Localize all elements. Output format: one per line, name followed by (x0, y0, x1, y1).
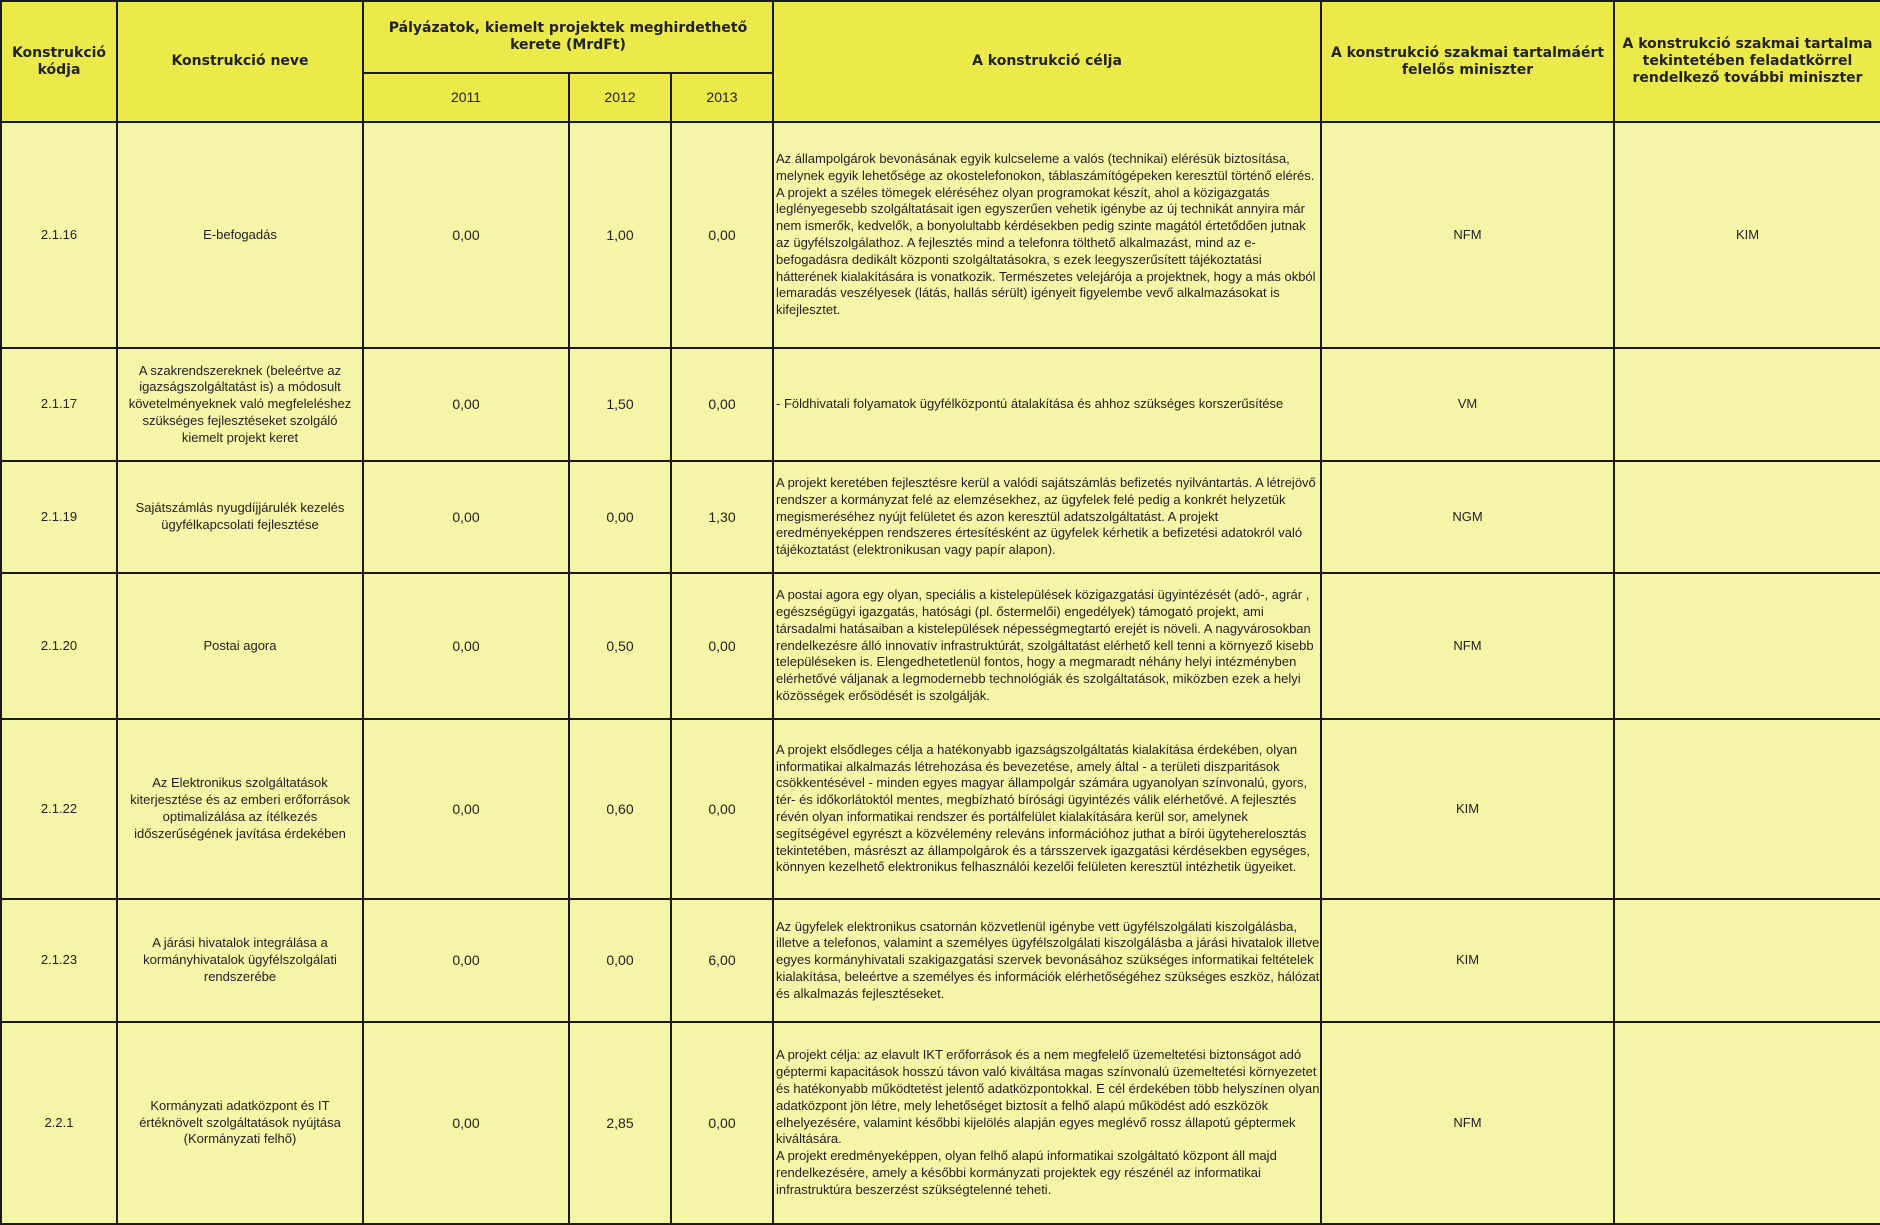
row-minister: VM (1321, 348, 1614, 461)
row-2011: 0,00 (363, 1022, 569, 1224)
row-code: 2.1.17 (1, 348, 117, 461)
row-2012: 0,00 (569, 461, 671, 573)
row-2012: 0,60 (569, 719, 671, 899)
row-minister: KIM (1321, 899, 1614, 1022)
row-code: 2.1.16 (1, 122, 117, 348)
table-row (1, 461, 1880, 573)
row-code: 2.2.1 (1, 1022, 117, 1224)
row-name: Sajátszámlás nyugdíjjárulék kezelés ügyfélkapcsolati fejlesztése (117, 461, 363, 573)
table-row (1, 348, 1880, 461)
row-2013: 0,00 (671, 122, 773, 348)
row-other-minister (1614, 348, 1880, 461)
row-2013: 0,00 (671, 719, 773, 899)
row-minister: NFM (1321, 573, 1614, 719)
row-other-minister (1614, 461, 1880, 573)
row-2013: 0,00 (671, 1022, 773, 1224)
row-goal: Az ügyfelek elektronikus csatornán közvetlenül igénybe vett ügyfélszolgálati kiszolgálásba, illetve a telefonos, valamint a személyes ügyfélszolgálati kiszolgálásba a járási hivatalok illetve egyes kormányhivatali szakigazgatási szervek bevonásához szükséges informatikai feltételek kialakítása, beleértve a személyes és információk elérhetőségéhez szükséges eszköz, hálózat és alkalmazás fejlesztéseket. (773, 899, 1321, 1022)
row-2013: 0,00 (671, 573, 773, 719)
row-name: Kormányzati adatközpont és IT értéknövelt szolgáltatások nyújtása (Kormányzati felhő) (117, 1022, 363, 1224)
header-minister: A konstrukció szakmai tartalmáért felelős miniszter (1321, 1, 1614, 122)
table-row (1, 899, 1880, 1022)
header-other-minister: A konstrukció szakmai tartalma tekintetében feladatkörrel rendelkező további miniszter (1614, 1, 1880, 122)
header-goal: A konstrukció célja (773, 1, 1321, 122)
row-other-minister: KIM (1614, 122, 1880, 348)
row-2013: 6,00 (671, 899, 773, 1022)
row-minister: NFM (1321, 1022, 1614, 1224)
row-2013: 1,30 (671, 461, 773, 573)
row-name: A szakrendszereknek (beleértve az igazságszolgáltatást is) a módosult követelményeknek való megfeleléshez szükséges fejlesztéseket szolgáló kiemelt projekt keret (117, 348, 363, 461)
row-code: 2.1.20 (1, 573, 117, 719)
row-code: 2.1.19 (1, 461, 117, 573)
row-name: Az Elektronikus szolgáltatások kiterjesztése és az emberi erőforrások optimalizálása az ítélkezés időszerűségének javítása érdekében (117, 719, 363, 899)
header-name: Konstrukció neve (117, 1, 363, 122)
row-2011: 0,00 (363, 461, 569, 573)
row-goal: - Földhivatali folyamatok ügyfélközpontú átalakítása és ahhoz szükséges korszerűsítése (773, 348, 1321, 461)
row-goal: A projekt keretében fejlesztésre kerül a valódi sajátszámlás befizetés nyilvántartás. A létrejövő rendszer a kormányzat felé az elemzésekhez, az ügyfelek felé pedig a konkrét helyzetük megismeréséhez nyújt felületet és azon keresztül adatszolgáltatást. A projekt eredményeképpen rendszeres értesítésként az ügyfelek kérhetik a befizetési adatokról való tájékoztatást (elektronikusan vagy papír alapon). (773, 461, 1321, 573)
row-minister: KIM (1321, 719, 1614, 899)
row-minister: NGM (1321, 461, 1614, 573)
row-2012: 1,00 (569, 122, 671, 348)
row-2012: 1,50 (569, 348, 671, 461)
table-row (1, 122, 1880, 348)
row-2012: 2,85 (569, 1022, 671, 1224)
table-row (1, 573, 1880, 719)
row-other-minister (1614, 573, 1880, 719)
header-code: Konstrukció kódja (1, 1, 117, 122)
row-2011: 0,00 (363, 573, 569, 719)
row-code: 2.1.22 (1, 719, 117, 899)
row-minister: NFM (1321, 122, 1614, 348)
row-name: E-befogadás (117, 122, 363, 348)
table-row (1, 719, 1880, 899)
header-year-2012: 2012 (569, 73, 671, 122)
row-name: A járási hivatalok integrálása a kormányhivatalok ügyfélszolgálati rendszerébe (117, 899, 363, 1022)
header-budget: Pályázatok, kiemelt projektek meghirdethető kerete (MrdFt) (363, 1, 773, 73)
row-goal: A projekt célja: az elavult IKT erőforrások és a nem megfelelő üzemeltetési biztonságot adó géptermi kapacitások hosszú távon való kiváltása magas színvonalú üzemeltetési környezetet és hatékonyabb működtetést jelentő adatközpontokkal. E cél érdekében több helyszínen olyan adatközpont jön létre, mely lehetőséget biztosít a felhő alapú működést adó eszközök elhelyezésére, valamint későbbi kijelölés alapján egyes meglévő rossz állapotú géptermek kiváltására. A projekt eredményeképpen, olyan felhő alapú informatikai szolgáltató központ áll majd rendelkezésére, amely a későbbi kormányzati projektek egy részénél az informatikai infrastruktúra beszerzést szükségtelenné teheti. (773, 1022, 1321, 1224)
row-goal: Az állampolgárok bevonásának egyik kulcseleme a valós (technikai) elérésük biztosítása, melynek egyik lehetősége az okostelefonokon, táblaszámítógépeken keresztül történő elérés. A projekt a széles tömegek eléréséhez olyan programokat készít, ahol a közigazgatás leglényegesebb szolgáltatásait igen egyszerűen vehetik igénybe az új technikát annyira már nem ismerők, kedvelők, a bonyolultabb kérdésekben pedig szinte magától értetődően jutnak az ügyfélszolgálathoz. A fejlesztés mind a telefonra tölthető alkalmazást, mind az e-befogadásra dedikált központi szolgáltatásokra, s ezek leegyszerűsített tájékoztatási hátterének kialakítására is vonatkozik. Természetes velejárója a projektnek, hogy a más okból lemaradás veszélyesek (látás, hallás sérült) igényeit figyelembe vevő alkalmazásokat is kifejlesztet. (773, 122, 1321, 348)
row-2011: 0,00 (363, 348, 569, 461)
row-code: 2.1.23 (1, 899, 117, 1022)
row-name: Postai agora (117, 573, 363, 719)
row-other-minister (1614, 719, 1880, 899)
row-2012: 0,50 (569, 573, 671, 719)
row-other-minister (1614, 1022, 1880, 1224)
row-2011: 0,00 (363, 122, 569, 348)
header-year-2011: 2011 (363, 73, 569, 122)
row-2011: 0,00 (363, 899, 569, 1022)
header-year-2013: 2013 (671, 73, 773, 122)
table-row (1, 1022, 1880, 1224)
row-2013: 0,00 (671, 348, 773, 461)
row-2012: 0,00 (569, 899, 671, 1022)
row-goal: A projekt elsődleges célja a hatékonyabb igazságszolgáltatás kialakítása érdekében, olyan informatikai alkalmazás létrehozása és bevezetése, amely által - a területi diszparitások csökkentésével - minden egyes magyar állampolgár számára ugyanolyan színvonalú, gyors, tér- és időkorlátoktól mentes, megbízható bírósági ügyintézés válik elérhetővé. A fejlesztés révén olyan informatikai rendszer és portálfelület kialakítására kerül sor, amelynek segítségével egyrészt a közvélemény releváns információhoz juthat a bírói ügyteherelosztás tekintetében, másrészt az állampolgárok és a társszervek igazgatási kérdésekben egységes, könnyen kezelhető elektronikus felhasználói kezelői felületen keresztül intézhetik ügyeiket. (773, 719, 1321, 899)
row-other-minister (1614, 899, 1880, 1022)
row-goal: A postai agora egy olyan, speciális a kistelepülések közigazgatási ügyintézését (adó-, agrár , egészségügyi igazgatás, hatósági (pl. őstermelői) engedélyek) támogató projekt, ami társadalmi hatásaiban a kistelepülések népességmegtartó erejét is növeli. A nagyvárosokban rendelkezésre álló innovatív infrastruktúrát, szolgáltatást elérhető kell tenni a környező kisebb településeken is. Elengedhetetlenül fontos, hogy a megmaradt néhány helyi intézményben elérhetővé váljanak a legmodernebb technológiák és szolgáltatások, miközben ezek a helyi közösségek erősödését is szolgálják. (773, 573, 1321, 719)
row-2011: 0,00 (363, 719, 569, 899)
